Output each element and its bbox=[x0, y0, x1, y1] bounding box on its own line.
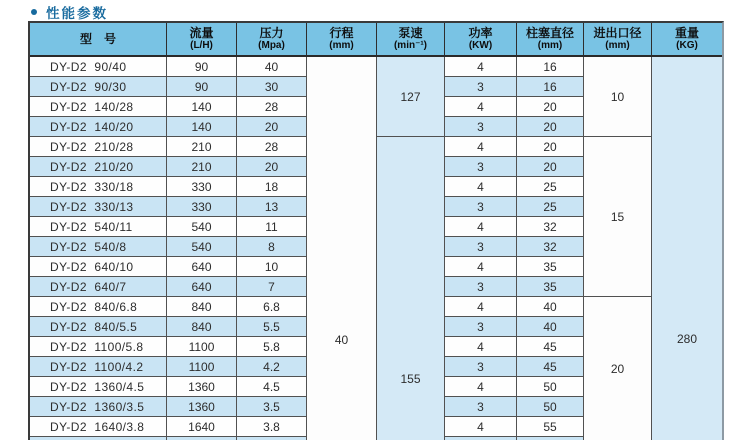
plunger-cell: 35 bbox=[517, 257, 584, 277]
plunger-cell: 16 bbox=[517, 57, 584, 77]
model-cell: DY-D2 540/11 bbox=[30, 217, 167, 237]
header-plunger-diameter bbox=[517, 23, 584, 57]
inlet-outlet-merged-cell-3 bbox=[584, 297, 652, 440]
inlet-outlet-value-3: 20 bbox=[610, 362, 625, 376]
model-cell: DY-D2 840/5.5 bbox=[30, 317, 167, 337]
flow-cell: 640 bbox=[167, 257, 237, 277]
flow-cell: 1100 bbox=[167, 357, 237, 377]
model-cell: DY-D2 1360/4.5 bbox=[30, 377, 167, 397]
weight-value: 280 bbox=[676, 332, 698, 346]
plunger-cell: 16 bbox=[517, 77, 584, 97]
header-weight-unit: (KG) bbox=[676, 40, 698, 51]
model-cell: DY-D2 1640/3.8 bbox=[30, 417, 167, 437]
flow-cell: 1360 bbox=[167, 397, 237, 417]
performance-table-grid bbox=[30, 23, 722, 440]
pressure-cell: 20 bbox=[237, 117, 307, 137]
plunger-cell: 35 bbox=[517, 277, 584, 297]
power-cell: 4 bbox=[445, 377, 517, 397]
power-cell: 3 bbox=[445, 237, 517, 257]
header-pump-speed bbox=[377, 23, 445, 57]
pressure-cell: 30 bbox=[237, 77, 307, 97]
power-cell: 4 bbox=[445, 177, 517, 197]
flow-cell: 140 bbox=[167, 97, 237, 117]
header-stroke-unit: (mm) bbox=[329, 40, 354, 51]
header-inlet-outlet-unit: (mm) bbox=[605, 40, 630, 51]
flow-cell: 540 bbox=[167, 217, 237, 237]
model-cell: DY-D2 640/10 bbox=[30, 257, 167, 277]
flow-cell: 210 bbox=[167, 137, 237, 157]
pressure-cell: 18 bbox=[237, 177, 307, 197]
pump-speed-value-1: 127 bbox=[400, 89, 421, 104]
plunger-cell: 50 bbox=[517, 397, 584, 417]
pressure-cell: 10 bbox=[237, 257, 307, 277]
plunger-cell: 20 bbox=[517, 157, 584, 177]
model-cell: DY-D2 1100/4.2 bbox=[30, 357, 167, 377]
section-title-text: 性能参数 bbox=[46, 6, 108, 21]
plunger-cell: 20 bbox=[517, 117, 584, 137]
header-flow-unit: (L/H) bbox=[190, 40, 213, 51]
pressure-cell: 5.8 bbox=[237, 337, 307, 357]
power-cell: 3 bbox=[445, 317, 517, 337]
plunger-cell: 32 bbox=[517, 217, 584, 237]
header-weight-label: 重量 bbox=[674, 26, 699, 40]
power-cell: 3 bbox=[445, 197, 517, 217]
power-cell: 3 bbox=[445, 157, 517, 177]
pump-speed-merged-cell-1 bbox=[377, 57, 445, 137]
performance-table bbox=[28, 21, 724, 440]
power-cell: 3 bbox=[445, 357, 517, 377]
model-cell: DY-D2 90/30 bbox=[30, 77, 167, 97]
model-cell: DY-D2 90/40 bbox=[30, 57, 167, 77]
pressure-cell: 4.2 bbox=[237, 357, 307, 377]
power-cell: 4 bbox=[445, 417, 517, 437]
inlet-outlet-value-1: 10 bbox=[610, 89, 625, 104]
model-cell: DY-D2 330/18 bbox=[30, 177, 167, 197]
pressure-cell: 11 bbox=[237, 217, 307, 237]
header-inlet-outlet bbox=[584, 23, 652, 57]
pressure-cell: 28 bbox=[237, 137, 307, 157]
header-power-unit: (KW) bbox=[468, 40, 493, 51]
header-pressure-unit: (Mpa) bbox=[258, 40, 285, 51]
plunger-cell: 32 bbox=[517, 237, 584, 257]
plunger-cell: 40 bbox=[517, 297, 584, 317]
model-cell: DY-D2 840/6.8 bbox=[30, 297, 167, 317]
plunger-cell: 40 bbox=[517, 317, 584, 337]
pressure-cell: 4.5 bbox=[237, 377, 307, 397]
plunger-cell: 20 bbox=[517, 137, 584, 157]
pressure-cell: 13 bbox=[237, 197, 307, 217]
model-cell: DY-D2 330/13 bbox=[30, 197, 167, 217]
flow-cell: 330 bbox=[167, 177, 237, 197]
pressure-cell: 7 bbox=[237, 277, 307, 297]
flow-cell: 330 bbox=[167, 197, 237, 217]
power-cell: 4 bbox=[445, 217, 517, 237]
plunger-cell: 45 bbox=[517, 357, 584, 377]
header-flow bbox=[167, 23, 237, 57]
header-model-label: 型 号 bbox=[79, 32, 116, 46]
inlet-outlet-merged-cell-1 bbox=[584, 57, 652, 137]
pump-speed-merged-cell-2 bbox=[377, 137, 445, 440]
header-weight bbox=[652, 23, 722, 57]
power-cell: 3 bbox=[445, 397, 517, 417]
flow-cell: 1360 bbox=[167, 377, 237, 397]
header-stroke-label: 行程 bbox=[329, 26, 354, 40]
header-pressure-label: 压力 bbox=[259, 26, 284, 40]
header-inlet-outlet-label: 进出口径 bbox=[593, 26, 642, 40]
plunger-cell: 20 bbox=[517, 97, 584, 117]
pressure-cell: 40 bbox=[237, 57, 307, 77]
pressure-cell: 6.8 bbox=[237, 297, 307, 317]
flow-cell: 1100 bbox=[167, 337, 237, 357]
pressure-cell: 3.8 bbox=[237, 417, 307, 437]
header-pressure bbox=[237, 23, 307, 57]
power-cell: 4 bbox=[445, 337, 517, 357]
pressure-cell: 28 bbox=[237, 97, 307, 117]
pressure-cell: 5.5 bbox=[237, 317, 307, 337]
model-cell: DY-D2 1360/3.5 bbox=[30, 397, 167, 417]
flow-cell: 210 bbox=[167, 157, 237, 177]
pump-speed-value-2: 155 bbox=[400, 372, 421, 386]
weight-merged-cell bbox=[652, 57, 722, 440]
header-flow-label: 流量 bbox=[189, 26, 214, 40]
flow-cell: 90 bbox=[167, 77, 237, 97]
stroke-merged-cell bbox=[307, 57, 377, 440]
model-cell: DY-D2 640/7 bbox=[30, 277, 167, 297]
flow-cell: 540 bbox=[167, 237, 237, 257]
header-power-label: 功率 bbox=[468, 26, 493, 40]
flow-cell: 90 bbox=[167, 57, 237, 77]
power-cell: 4 bbox=[445, 97, 517, 117]
model-cell: DY-D2 140/28 bbox=[30, 97, 167, 117]
flow-cell: 840 bbox=[167, 317, 237, 337]
inlet-outlet-merged-cell-2 bbox=[584, 137, 652, 297]
model-cell: DY-D2 210/20 bbox=[30, 157, 167, 177]
header-pump-speed-unit: (min⁻¹) bbox=[393, 40, 428, 51]
model-cell: DY-D2 210/28 bbox=[30, 137, 167, 157]
flow-cell: 640 bbox=[167, 277, 237, 297]
power-cell: 3 bbox=[445, 77, 517, 97]
plunger-cell: 55 bbox=[517, 417, 584, 437]
plunger-cell: 50 bbox=[517, 377, 584, 397]
header-plunger-diameter-unit: (mm) bbox=[537, 40, 563, 51]
power-cell: 4 bbox=[445, 297, 517, 317]
header-pump-speed-label: 泵速 bbox=[398, 26, 423, 40]
inlet-outlet-value-2: 15 bbox=[610, 209, 625, 224]
model-cell: DY-D2 540/8 bbox=[30, 237, 167, 257]
pressure-cell: 3.5 bbox=[237, 397, 307, 417]
header-model bbox=[30, 23, 167, 57]
stroke-value: 40 bbox=[334, 333, 349, 347]
pressure-cell: 8 bbox=[237, 237, 307, 257]
power-cell: 4 bbox=[445, 57, 517, 77]
flow-cell: 840 bbox=[167, 297, 237, 317]
power-cell: 3 bbox=[445, 117, 517, 137]
power-cell: 4 bbox=[445, 257, 517, 277]
header-power bbox=[445, 23, 517, 57]
section-title bbox=[31, 3, 108, 21]
pressure-cell: 20 bbox=[237, 157, 307, 177]
power-cell: 4 bbox=[445, 137, 517, 157]
flow-cell: 140 bbox=[167, 117, 237, 137]
plunger-cell: 25 bbox=[517, 177, 584, 197]
model-cell: DY-D2 140/20 bbox=[30, 117, 167, 137]
plunger-cell: 25 bbox=[517, 197, 584, 217]
header-plunger-diameter-label: 柱塞直径 bbox=[525, 26, 574, 40]
plunger-cell: 45 bbox=[517, 337, 584, 357]
power-cell: 3 bbox=[445, 277, 517, 297]
model-cell: DY-D2 1100/5.8 bbox=[30, 337, 167, 357]
flow-cell: 1640 bbox=[167, 417, 237, 437]
header-stroke bbox=[307, 23, 377, 57]
bullet-icon bbox=[31, 9, 37, 15]
